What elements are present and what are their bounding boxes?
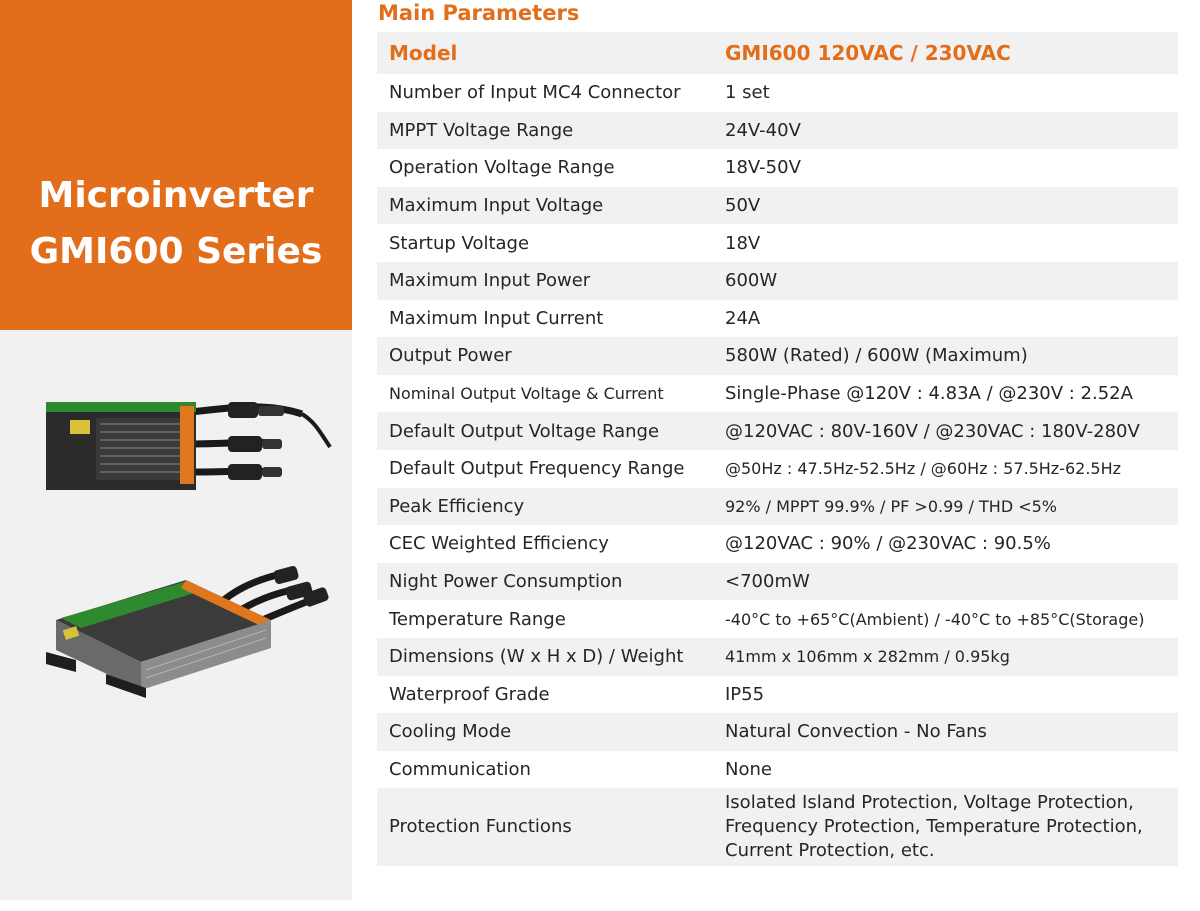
- param-value: Single-Phase @120V : 4.83A / @230V : 2.52A: [713, 375, 1178, 413]
- param-value: @120VAC : 90% / @230VAC : 90.5%: [713, 525, 1178, 563]
- series-title-line2: GMI600 Series: [29, 231, 323, 272]
- param-value: -40°C to +65°C(Ambient) / -40°C to +85°C(Storage): [713, 600, 1178, 638]
- table-row: [377, 187, 1178, 225]
- table-header-row: [377, 32, 1178, 74]
- param-label: Waterproof Grade: [377, 676, 713, 714]
- param-value: @50Hz : 47.5Hz-52.5Hz / @60Hz : 57.5Hz-62.5Hz: [713, 450, 1178, 488]
- table-row: [377, 224, 1178, 262]
- param-value: IP55: [713, 676, 1178, 714]
- table-row: [377, 600, 1178, 638]
- param-label: Output Power: [377, 337, 713, 375]
- table-row: [377, 563, 1178, 601]
- param-label: Nominal Output Voltage & Current: [377, 375, 713, 413]
- param-value: 24A: [713, 300, 1178, 338]
- param-label: Default Output Frequency Range: [377, 450, 713, 488]
- param-value: Natural Convection - No Fans: [713, 713, 1178, 751]
- table-row: [377, 788, 1178, 866]
- param-value: 92% / MPPT 99.9% / PF >0.99 / THD <5%: [713, 488, 1178, 526]
- series-title: [0, 168, 352, 280]
- parameters-table: [377, 32, 1178, 866]
- param-label: Temperature Range: [377, 600, 713, 638]
- left-panel: [0, 0, 352, 900]
- series-title-line1: Microinverter: [38, 175, 314, 216]
- header-value: GMI600 120VAC / 230VAC: [713, 32, 1178, 74]
- param-label: Number of Input MC4 Connector: [377, 74, 713, 112]
- product-image-perspective: [36, 560, 336, 700]
- param-label: CEC Weighted Efficiency: [377, 525, 713, 563]
- product-image-front: [40, 392, 340, 500]
- param-label: Protection Functions: [377, 788, 713, 866]
- table-row: [377, 751, 1178, 789]
- param-value: 24V-40V: [713, 112, 1178, 150]
- table-row: [377, 300, 1178, 338]
- table-row: [377, 450, 1178, 488]
- section-title: Main Parameters: [378, 1, 580, 25]
- param-label: Maximum Input Voltage: [377, 187, 713, 225]
- param-label: Default Output Voltage Range: [377, 412, 713, 450]
- series-banner: [0, 0, 352, 330]
- param-label: Operation Voltage Range: [377, 149, 713, 187]
- param-label: MPPT Voltage Range: [377, 112, 713, 150]
- param-label: Dimensions (W x H x D) / Weight: [377, 638, 713, 676]
- param-value: Isolated Island Protection, Voltage Protection, Frequency Protection, Temperature Protection, Current Protection, etc.: [713, 788, 1178, 866]
- param-value: 1 set: [713, 74, 1178, 112]
- param-label: Maximum Input Current: [377, 300, 713, 338]
- table-row: [377, 525, 1178, 563]
- table-row: [377, 149, 1178, 187]
- param-label: Night Power Consumption: [377, 563, 713, 601]
- param-value: 18V: [713, 224, 1178, 262]
- param-value: @120VAC : 80V-160V / @230VAC : 180V-280V: [713, 412, 1178, 450]
- param-value: 41mm x 106mm x 282mm / 0.95kg: [713, 638, 1178, 676]
- table-row: [377, 112, 1178, 150]
- param-label: Cooling Mode: [377, 713, 713, 751]
- param-label: Communication: [377, 751, 713, 789]
- table-row: [377, 74, 1178, 112]
- table-row: [377, 488, 1178, 526]
- header-label: Model: [377, 32, 713, 74]
- table-row: [377, 412, 1178, 450]
- param-value: None: [713, 751, 1178, 789]
- param-label: Peak Efficiency: [377, 488, 713, 526]
- param-value: 50V: [713, 187, 1178, 225]
- param-value: 600W: [713, 262, 1178, 300]
- param-value: <700mW: [713, 563, 1178, 601]
- param-value: 580W (Rated) / 600W (Maximum): [713, 337, 1178, 375]
- table-row: [377, 676, 1178, 714]
- param-label: Startup Voltage: [377, 224, 713, 262]
- table-row: [377, 262, 1178, 300]
- table-row: [377, 375, 1178, 413]
- param-label: Maximum Input Power: [377, 262, 713, 300]
- table-row: [377, 638, 1178, 676]
- table-row: [377, 713, 1178, 751]
- param-value: 18V-50V: [713, 149, 1178, 187]
- table-row: [377, 337, 1178, 375]
